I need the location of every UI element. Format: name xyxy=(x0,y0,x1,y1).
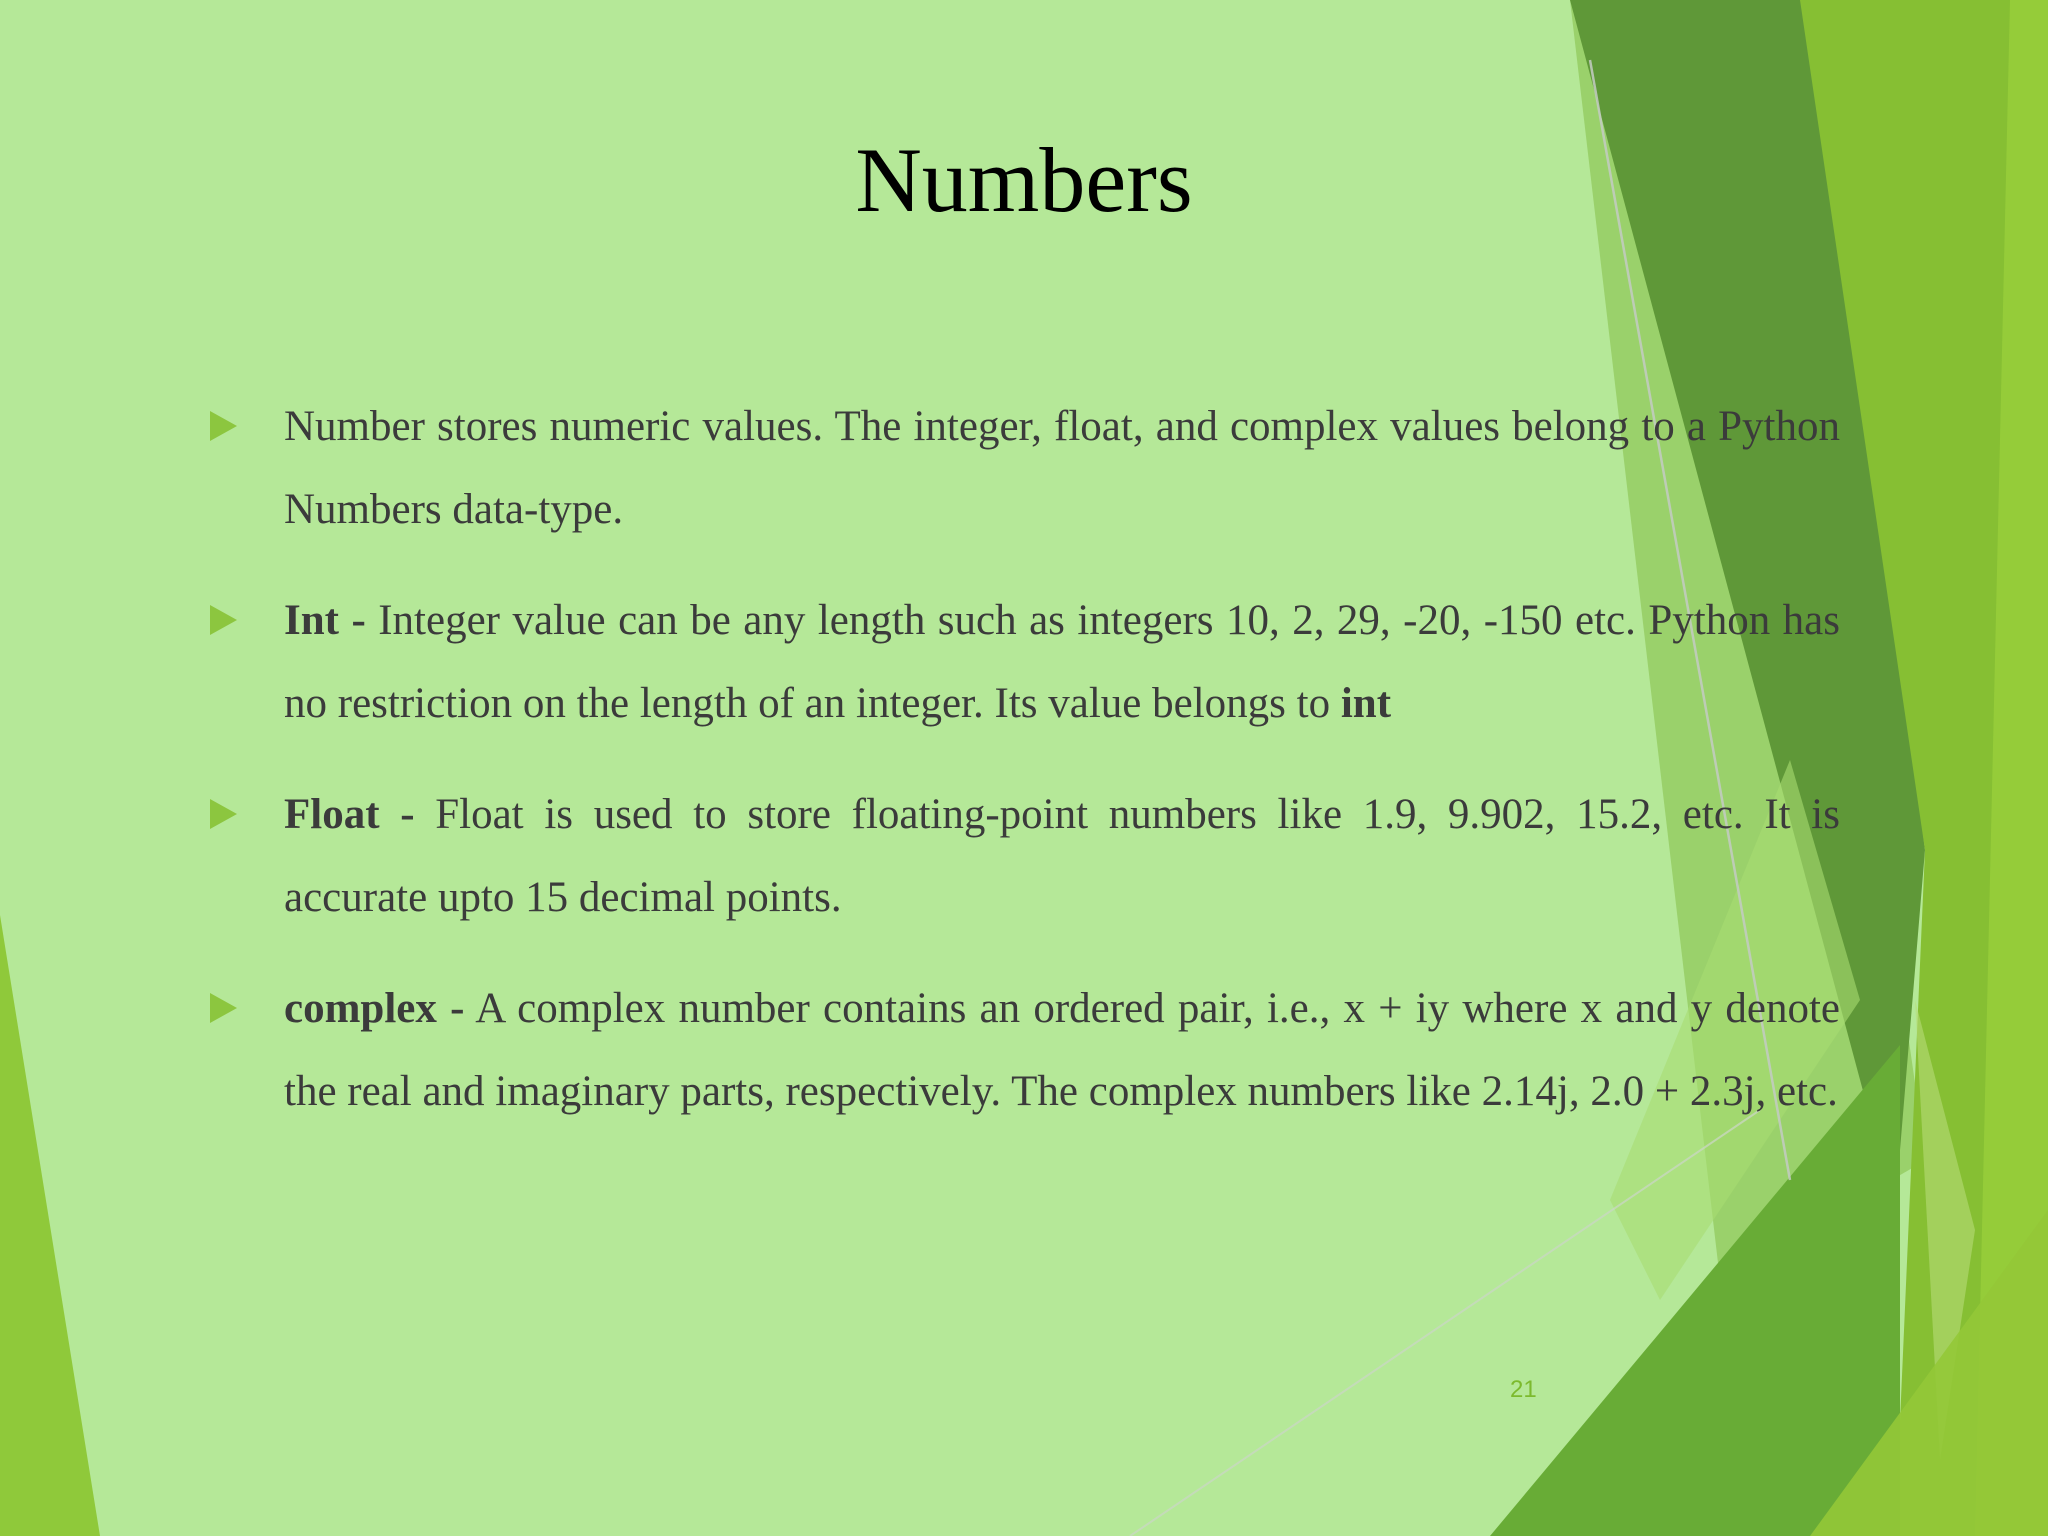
bullet-text: A complex number contains an ordered pair, i.e., x + iy where x and y denote the real and imaginary parts, respectively. The complex numbers like 2.14j, 2.0 + 2.3j, etc. xyxy=(284,985,1841,1115)
triangle-bullet-icon xyxy=(210,411,237,441)
slide-number: 21 xyxy=(1510,1376,1537,1403)
bullet-text: Integer value can be any length such as integers 10, 2, 29, -20, -150 etc. Python has no restriction on the length of an integer. Its value belongs to xyxy=(284,597,1840,727)
bullet-tail-term: int xyxy=(1340,680,1392,727)
bullet-item-complex xyxy=(200,967,1840,1133)
bullet-term: Float - xyxy=(284,791,415,838)
triangle-bullet-icon xyxy=(210,799,237,829)
triangle-bullet-icon xyxy=(210,605,237,635)
bullet-item-int xyxy=(200,579,1840,745)
left-green-wedge xyxy=(0,915,100,1536)
slide-title: Numbers xyxy=(855,129,1193,231)
bullet-item-number xyxy=(200,385,1840,551)
bullet-item-float xyxy=(200,773,1840,939)
triangle-bullet-icon xyxy=(210,993,237,1023)
bullet-text: Float is used to store floating-point numbers like 1.9, 9.902, 15.2, etc. It is accurate upto 15 decimal points. xyxy=(284,791,1840,921)
bullet-term: Int - xyxy=(284,597,366,644)
bullet-list xyxy=(200,385,1840,1161)
bullet-text: Number stores numeric values. The integer, float, and complex values belong to a Python Numbers data-type. xyxy=(284,403,1840,533)
bullet-term: complex - xyxy=(284,985,465,1032)
